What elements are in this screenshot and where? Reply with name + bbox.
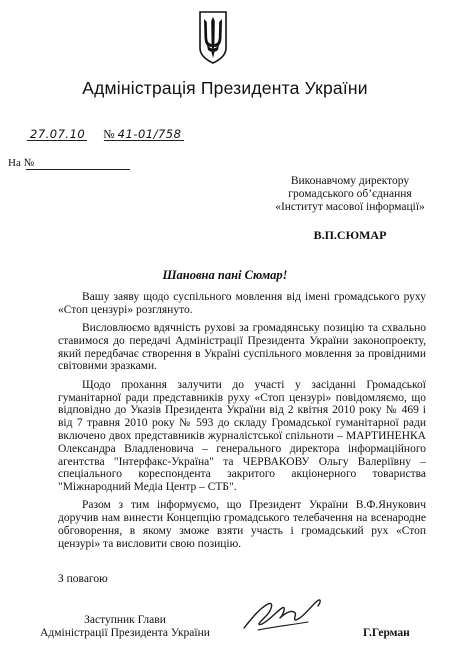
body-paragraph: Щодо прохання залучити до участі у засіданні Громадської гуманітарної ради представників руху «Стоп цензурі» повідомляємо, що відповідно до Указів Президента України від 2 квітня 2010 року № 469 і від 7 травня 2010 року № 593 до складу Громадської гуманітарної ради включено двох представників журналістської спільноти – МАРТИНЕНКА Олександра Владленовича – генерального директора інформаційного агентства "Інтерфакс-Україна" та ЧЕРВАКОВУ Ольгу Валеріївну – спеціального кореспондента закритого акціонерного товариства "Міжнародний Медіа Центр – СТБ".	[58, 378, 426, 494]
letter-number: 41-01/758	[117, 127, 182, 141]
number-underline	[104, 140, 184, 141]
number-sign: №	[103, 127, 115, 141]
letter-date: 27.07.10	[30, 127, 86, 141]
reply-reference-underline	[26, 169, 130, 170]
signatory-position	[35, 614, 215, 640]
letter-body	[58, 291, 426, 556]
trident-emblem-icon	[197, 10, 229, 64]
addressee-line: «Інститут масової інформації»	[275, 201, 425, 213]
addressee-block	[255, 175, 445, 214]
organization-title: Адміністрація Президента України	[82, 78, 368, 98]
addressee-line: громадського об’єднання	[288, 188, 412, 200]
body-paragraph: Висловлюємо вдячність рухові за громадянську позицію та схвально ставимося до передачі Адміністрації Президента України законопроекту, який передбачає створення в Україні суспільного мовлення за провідними світовими зразками.	[58, 322, 426, 373]
closing-phrase: З повагою	[58, 573, 108, 585]
addressee-name: В.П.СЮМАР	[313, 228, 387, 242]
signatory-position-line: Заступник Глави	[84, 614, 166, 626]
handwritten-signature	[238, 592, 326, 636]
body-paragraph: Вашу заяву щодо суспільного мовлення від імені громадського руху «Стоп цензурі» розглянуто.	[58, 291, 426, 316]
date-underline	[27, 140, 87, 141]
addressee-line: Виконавчому директору	[290, 175, 410, 187]
body-paragraph: Разом з тим інформуємо, що Президент України В.Ф.Янукович доручив нам винести Концепцію громадського телебачення на всенародне обговорення, в якому зможе взяти участь і громадський рух «Стоп цензурі» та висловити свою позицію.	[58, 499, 426, 550]
reply-reference-label: На №	[8, 157, 35, 169]
signatory-position-line: Адміністрації Президента України	[40, 627, 210, 639]
signatory-name: Г.Герман	[363, 627, 410, 639]
greeting: Шановна пані Сюмар!	[162, 268, 288, 282]
